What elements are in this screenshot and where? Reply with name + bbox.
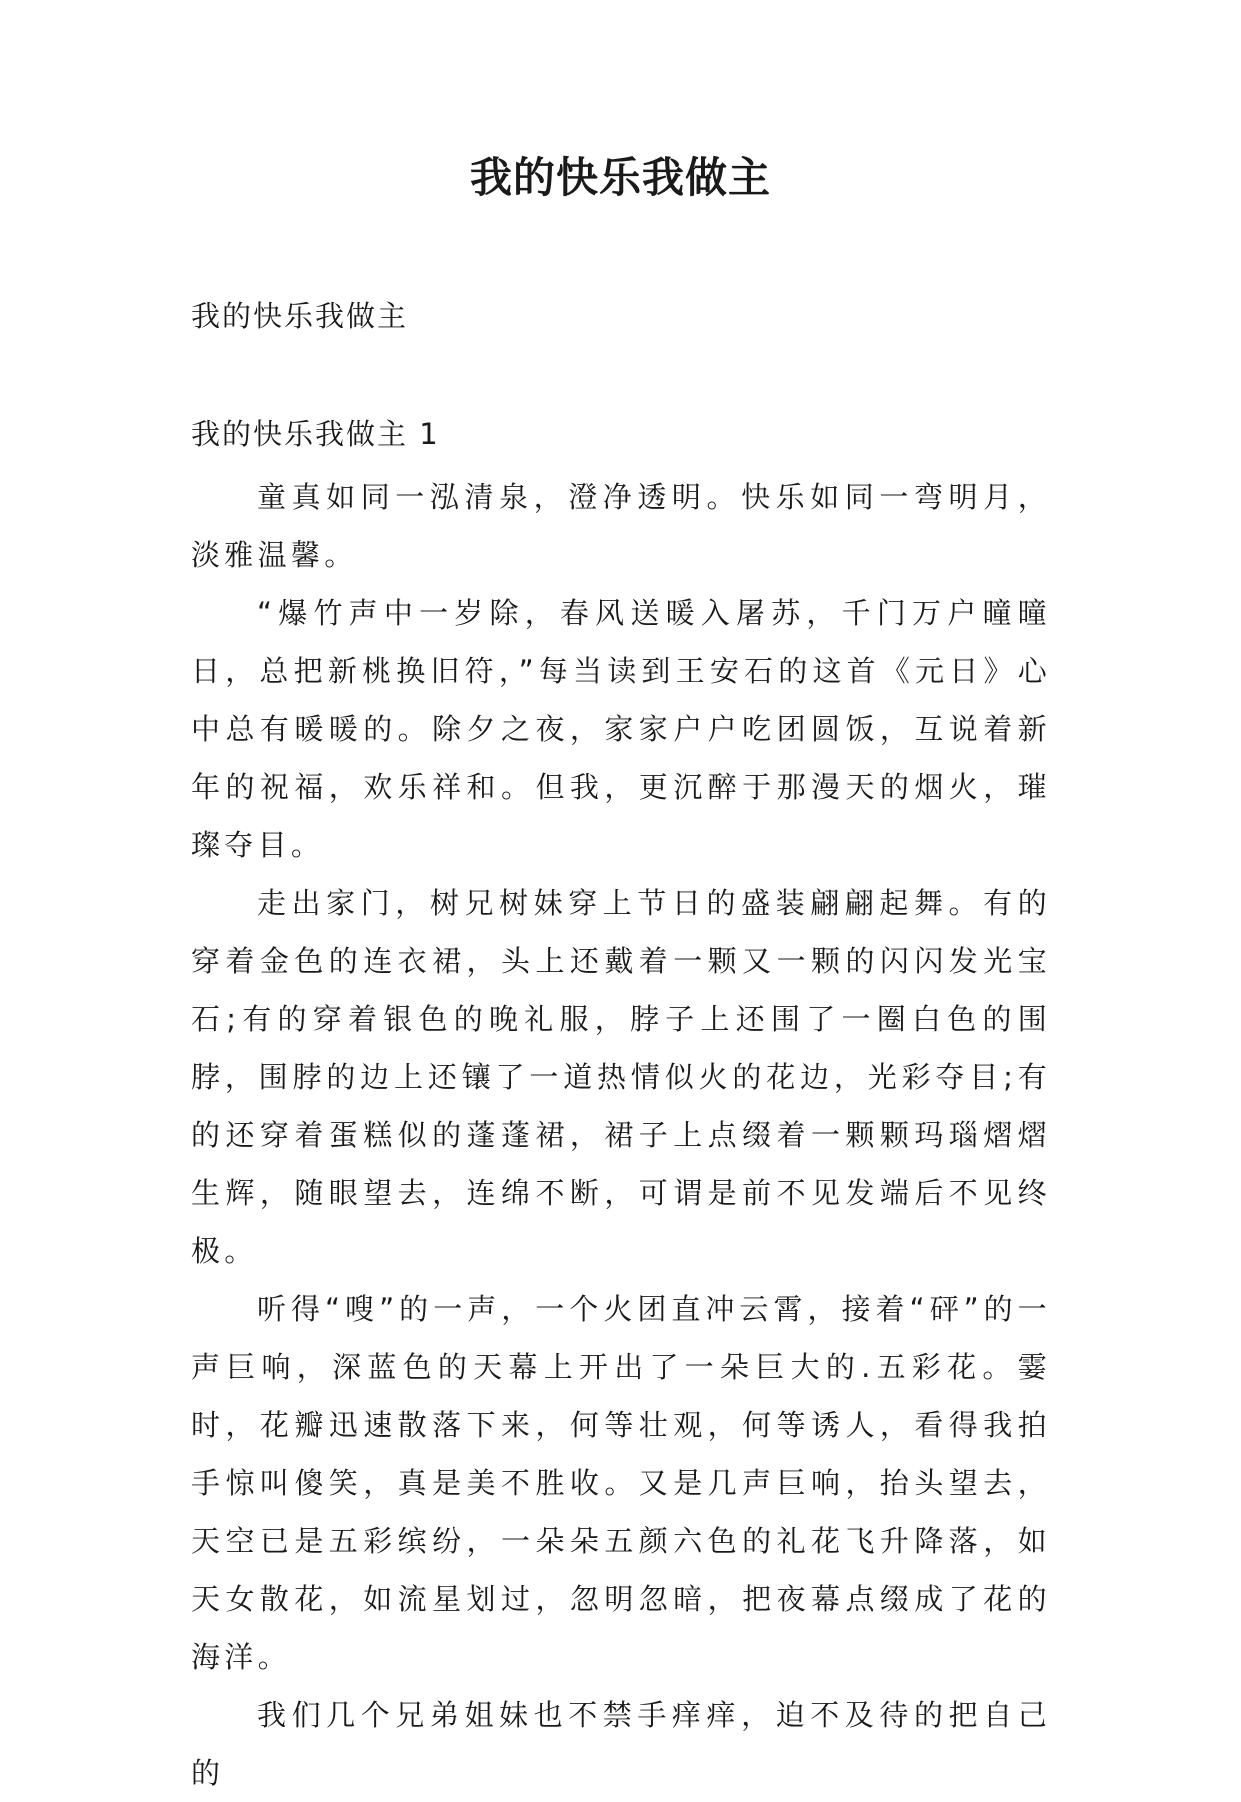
document-title: 我的快乐我做主 <box>469 153 771 202</box>
paragraph: 童真如同一泓清泉，澄净透明。快乐如同一弯明月，淡雅温馨。 <box>191 480 1051 572</box>
document-subtitle: 我的快乐我做主 <box>191 299 409 333</box>
paragraph: 走出家门，树兄树妹穿上节日的盛装翩翩起舞。有的穿着金色的连衣裙，头上还戴着一颗又一颗的闪闪发光宝石;有的穿着银色的晚礼服，脖子上还围了一圈白色的围脖，围脖的边上还镶了一道热情似火的花边，光彩夺目;有的还穿着蛋糕似的蓬蓬裙，裙子上点缀着一颗颗玛瑙熠熠生辉，随眼望去，连绵不断，可谓是前不见发端后不见终极。 <box>191 886 1051 1268</box>
section-heading: 我的快乐我做主 1 <box>191 417 440 451</box>
paragraph: 听得“嗖”的一声，一个火团直冲云霄，接着“砰”的一声巨响，深蓝色的天幕上开出了一朵巨大的.五彩花。霎时，花瓣迅速散落下来，何等壮观，何等诱人，看得我拍手惊叫傻笑，真是美不胜收。又是几声巨响，抬头望去，天空已是五彩缤纷，一朵朵五颜六色的礼花飞升降落，如天女散花，如流星划过，忽明忽暗，把夜幕点缀成了花的海洋。 <box>191 1292 1051 1674</box>
paragraph: “爆竹声中一岁除，春风送暖入屠苏，千门万户曈曈日，总把新桃换旧符，”每当读到王安石的这首《元日》心中总有暖暖的。除夕之夜，家家户户吃团圆饭，互说着新年的祝福，欢乐祥和。但我，更沉醉于那漫天的烟火，璀璨夺目。 <box>191 596 1051 862</box>
body-text <box>191 468 1051 1802</box>
paragraph: 我们几个兄弟姐妹也不禁手痒痒，迫不及待的把自己的 <box>191 1698 1051 1790</box>
